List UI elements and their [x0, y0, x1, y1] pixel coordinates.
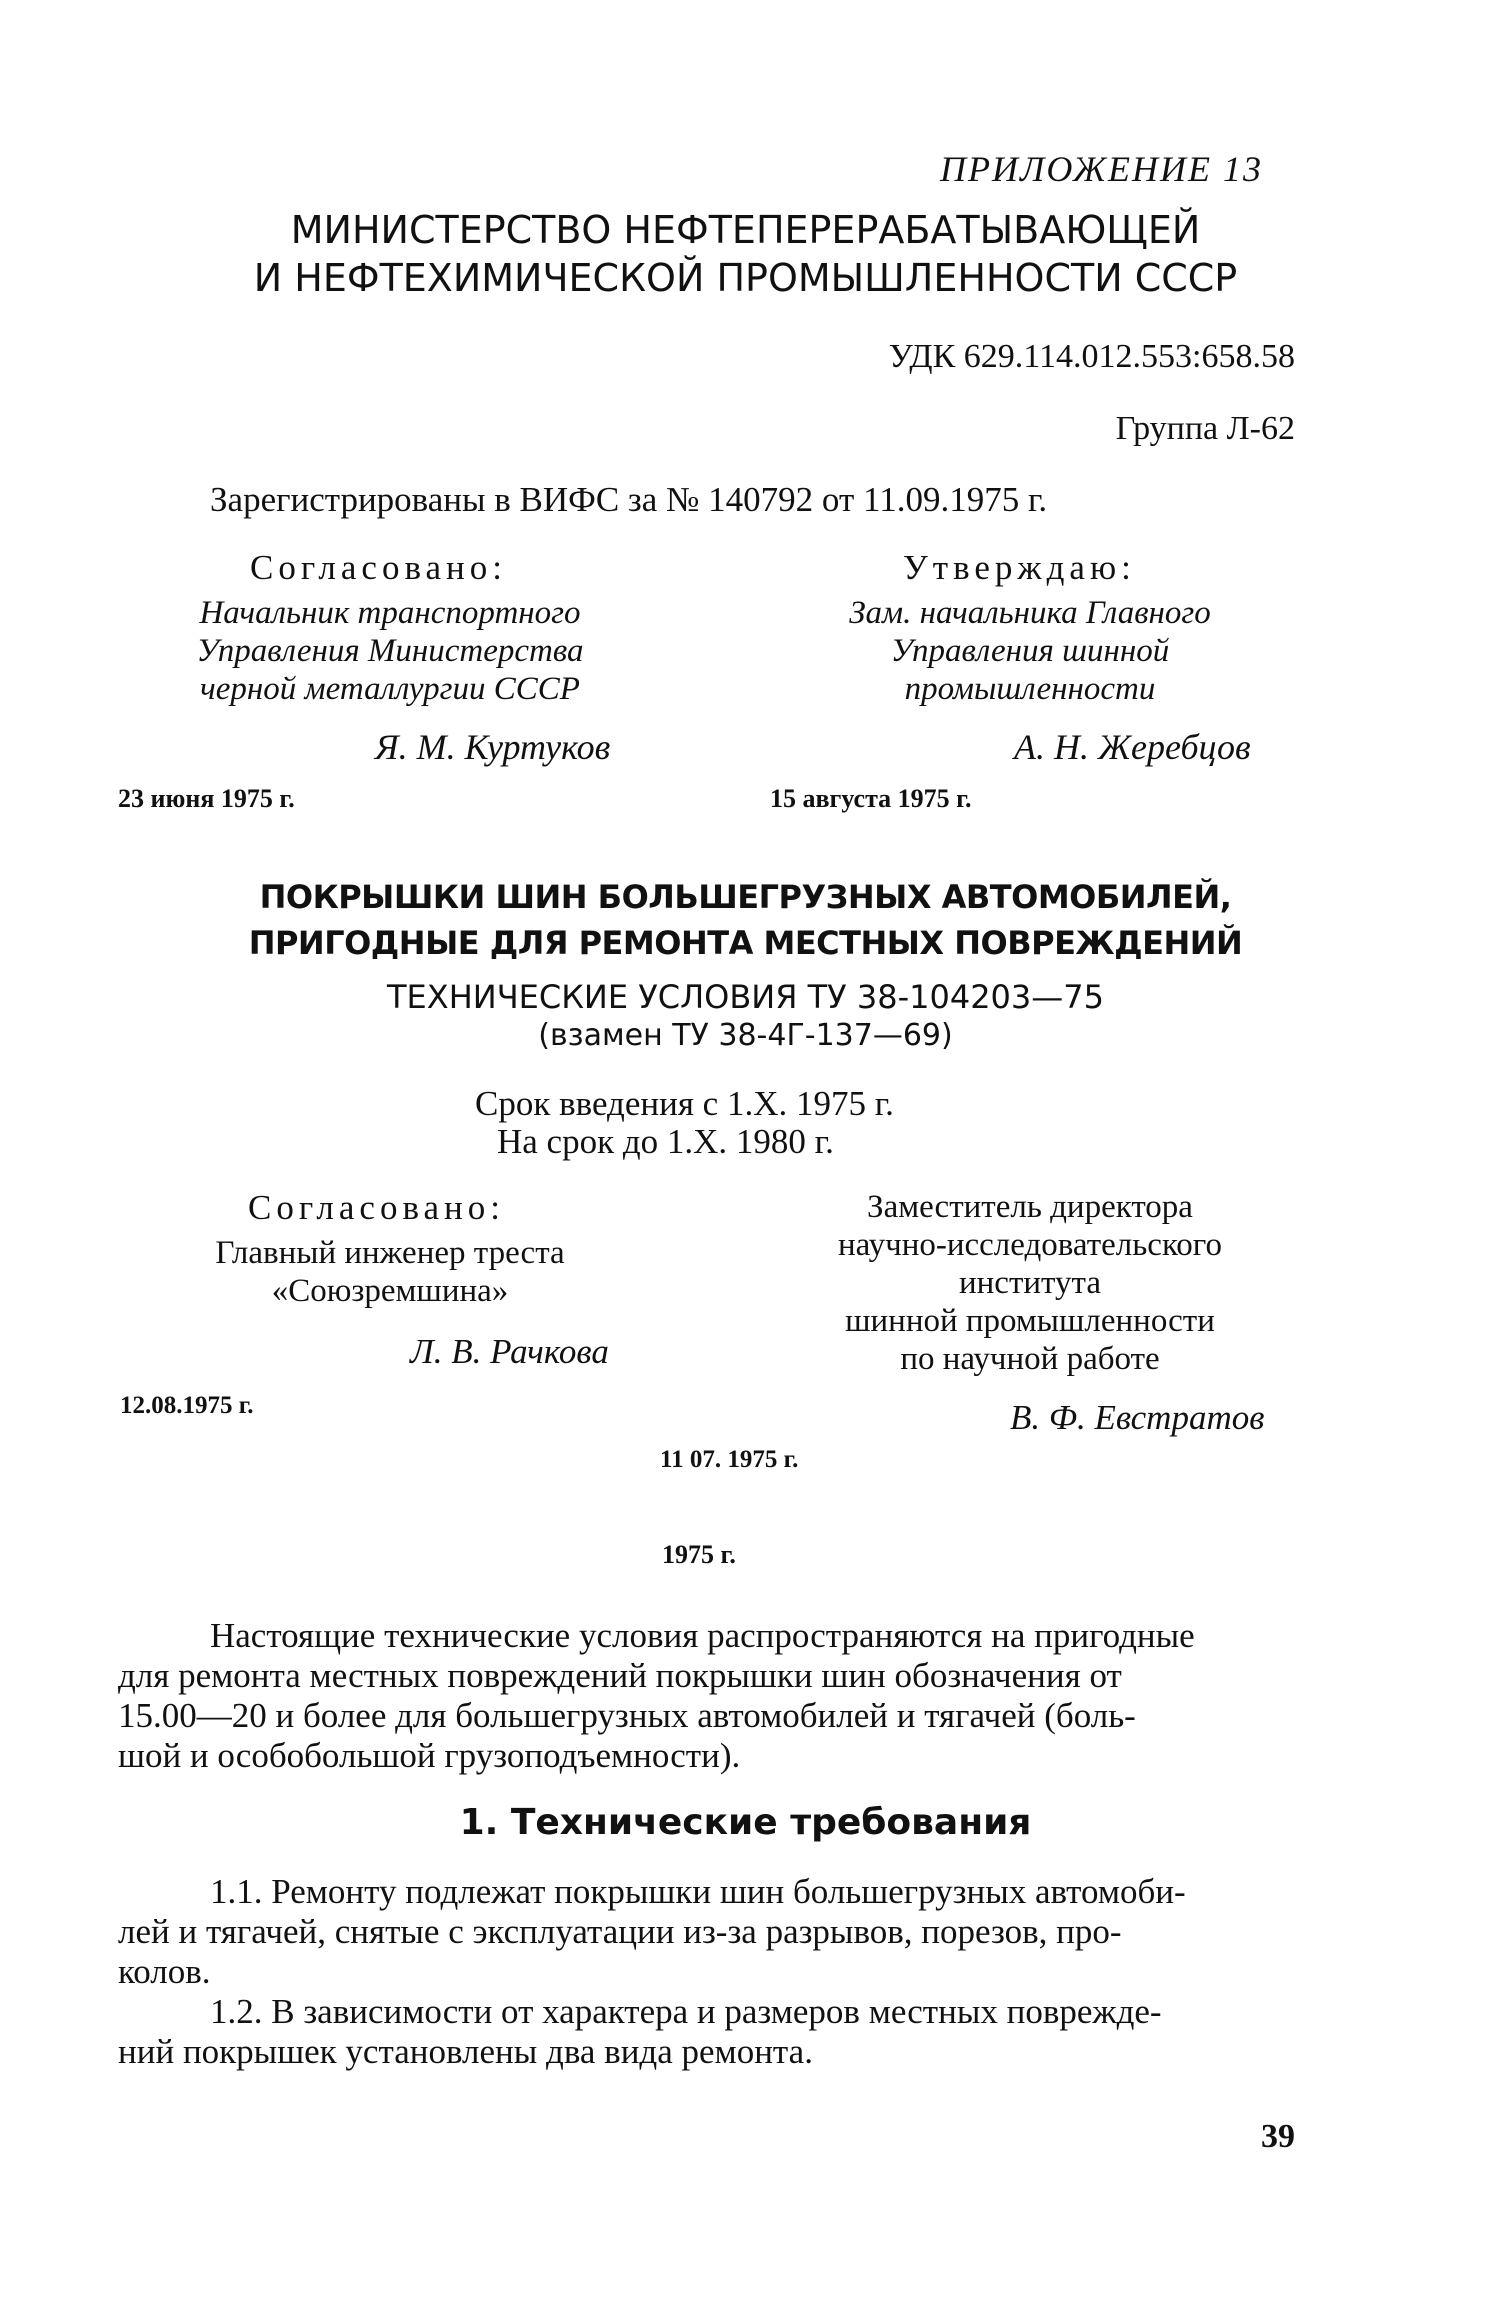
- ministry-line-2: И НЕФТЕХИМИЧЕСКОЙ ПРОМЫШЛЕННОСТИ СССР: [253, 256, 1238, 300]
- ministry-line-1: МИНИСТЕРСТВО НЕФТЕПЕРЕРАБАТЫВАЮЩЕЙ: [290, 208, 1201, 252]
- intro-line: 15.00—20 и более для большегрузных автомобилей и тягачей (боль-: [118, 1696, 1136, 1735]
- spec-number: ТЕХНИЧЕСКИЕ УСЛОВИЯ ТУ 38-104203—75: [387, 978, 1104, 1016]
- paragraph-1-1-line: 1.1. Ремонту подлежат покрышки шин большегрузных автомоби-: [210, 1872, 1186, 1911]
- approval-bottom-right-line: института: [958, 1265, 1101, 1301]
- section-title: 1. Технические требования: [459, 1802, 1032, 1843]
- approval-left-line: черной металлургии СССР: [200, 671, 580, 707]
- paragraph-1-2-line: 1.2. В зависимости от характера и размеров местных поврежде-: [210, 1992, 1162, 2031]
- approval-bottom-left-date: 12.08.1975 г.: [120, 1392, 254, 1419]
- approval-bottom-left-line: Главный инженер треста: [215, 1235, 565, 1271]
- approval-left-position: [150, 594, 630, 708]
- approval-left-heading: Согласовано:: [250, 548, 508, 587]
- group-code: Группа Л-62: [1115, 410, 1295, 447]
- approval-right-line: промышленности: [904, 671, 1156, 707]
- approval-bottom-right-line: Заместитель директора: [867, 1189, 1193, 1225]
- paragraph-1-2-line: ний покрышек установлены два вида ремонта.: [118, 2032, 813, 2071]
- approval-left-line: Управления Министерства: [196, 633, 584, 669]
- approval-bottom-left-line: «Союзремшина»: [271, 1273, 509, 1309]
- paragraph-1-2: [118, 1992, 1278, 2072]
- intro-paragraph: [118, 1616, 1278, 1776]
- approval-bottom-right-signatory: В. Ф. Евстратов: [1010, 1398, 1265, 1437]
- valid-until: На срок до 1.X. 1980 г.: [497, 1122, 834, 1161]
- appendix-label: ПРИЛОЖЕНИЕ 13: [940, 149, 1263, 189]
- approval-bottom-right-line: по научной работе: [900, 1341, 1160, 1377]
- approval-left-signatory: Я. М. Куртуков: [375, 727, 611, 767]
- approval-right-line: Зам. начальника Главного: [849, 595, 1211, 631]
- approval-right-heading: Утверждаю:: [903, 548, 1136, 587]
- approval-bottom-right-position: [780, 1188, 1280, 1378]
- intro-line: шой и особобольшой грузоподъемности).: [118, 1736, 741, 1775]
- approval-year-line: 1975 г.: [662, 1540, 736, 1569]
- intro-line: Настоящие технические условия распространяются на пригодные: [210, 1616, 1195, 1655]
- approval-bottom-right-line: шинной промышленности: [845, 1303, 1215, 1339]
- intro-line: для ремонта местных повреждений покрышки шин обозначения от: [118, 1656, 1122, 1695]
- approval-right-position: [790, 594, 1270, 708]
- document-title-line-2: ПРИГОДНЫЕ ДЛЯ РЕМОНТА МЕСТНЫХ ПОВРЕЖДЕНИЙ: [248, 924, 1243, 962]
- approval-right-line: Управления шинной: [890, 633, 1170, 669]
- approval-right-signatory: А. Н. Жеребцов: [1014, 727, 1251, 767]
- udk-code: УДК 629.114.012.553:658.58: [888, 338, 1295, 375]
- page-number: 39: [1261, 2118, 1295, 2155]
- spec-replaces: (взамен ТУ 38-4Г-137—69): [538, 1018, 953, 1053]
- document-title-line-1: ПОКРЫШКИ ШИН БОЛЬШЕГРУЗНЫХ АВТОМОБИЛЕЙ,: [259, 878, 1232, 916]
- approval-bottom-left-heading: Согласовано:: [248, 1188, 506, 1227]
- paragraph-1-1-line: лей и тягачей, снятые с эксплуатации из-за разрывов, порезов, про-: [118, 1912, 1122, 1951]
- approval-left-line: Начальник транспортного: [199, 595, 581, 631]
- approval-bottom-center-date: 11 07. 1975 г.: [660, 1446, 799, 1473]
- registration-line: Зарегистрированы в ВИФС за № 140792 от 11.09.1975 г.: [210, 480, 1048, 519]
- approval-left-date: 23 июня 1975 г.: [118, 784, 295, 813]
- approval-bottom-left-signatory: Л. В. Рачкова: [410, 1332, 609, 1371]
- paragraph-1-1-line: колов.: [118, 1952, 211, 1991]
- effective-date: Срок введения с 1.X. 1975 г.: [475, 1084, 894, 1123]
- approval-right-date: 15 августа 1975 г.: [770, 784, 972, 813]
- approval-bottom-left-position: [150, 1234, 630, 1310]
- approval-bottom-right-line: научно-исследовательского: [837, 1227, 1223, 1263]
- paragraph-1-1: [118, 1872, 1278, 1992]
